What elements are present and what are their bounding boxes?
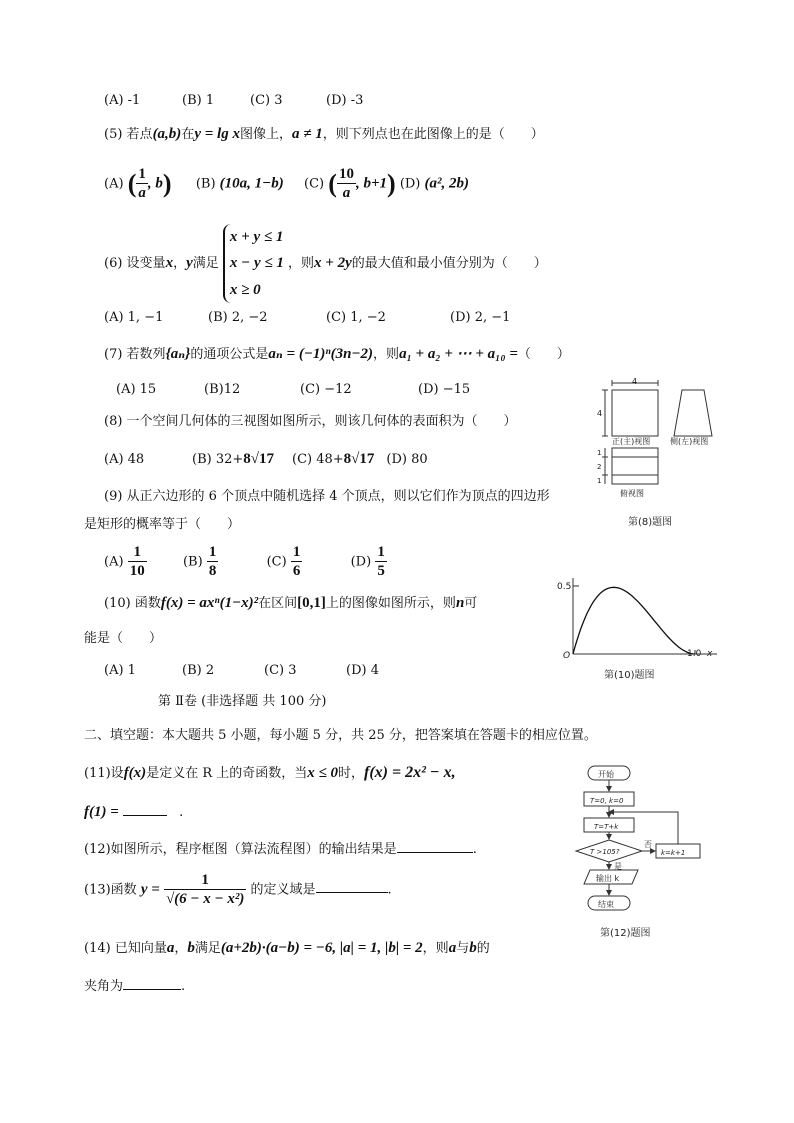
q10-x-var: x	[707, 649, 713, 659]
q5-option-c-label: (C)	[304, 176, 325, 192]
q8-three-view-figure	[596, 378, 736, 508]
q5-option-a-rest: , b	[147, 175, 163, 192]
q5-option-d-value: (a², 2b)	[424, 175, 470, 192]
q14-var-b: b	[187, 940, 195, 956]
q4-option-c: (C) 3	[250, 93, 283, 108]
q6-var-x: x	[165, 254, 174, 271]
q14-text: 夹角为	[84, 979, 124, 994]
q7-option-a: (A) 15	[116, 382, 157, 397]
q5-stem	[104, 125, 544, 143]
q8-front-label: 正(主)视图	[612, 437, 651, 446]
q14-line2	[84, 977, 185, 995]
q10-options	[104, 663, 379, 679]
q8-top-label: 俯视图	[620, 489, 644, 498]
q8-options	[104, 450, 428, 468]
q6-option-a: (A) 1, −1	[104, 310, 164, 325]
q6-text: ，	[173, 255, 187, 271]
q10-text: (10) 函数	[104, 596, 161, 611]
q6-option-c: (C) 1, −2	[326, 310, 386, 325]
q6-option-d: (D) 2, −1	[450, 310, 511, 325]
q13-end: .	[387, 882, 392, 898]
part2-title: 第 Ⅱ卷 (非选择题 共 100 分)	[158, 694, 327, 709]
q10-function-graph	[555, 574, 725, 660]
q11-stem	[84, 763, 456, 782]
q9-option-a-label: (A)	[104, 554, 124, 570]
q5-point: (a,b)	[152, 126, 182, 142]
q10-option-a: (A) 1	[104, 663, 136, 678]
q12-end: .	[472, 842, 477, 857]
q4-option-d: (D) -3	[326, 93, 364, 108]
q6-options	[104, 310, 510, 326]
q10-option-d: (D) 4	[346, 663, 379, 678]
q9-option-d-label: (D)	[350, 554, 372, 570]
q4-option-b: (B) 1	[182, 93, 215, 108]
q13-fraction: $\frac{1}{\text{√(6 − x − x²)}}$	[165, 872, 245, 907]
q6-constraint-2: x − y ≤ 1	[229, 255, 284, 272]
q10-text: 上的图像如图所示，则	[325, 596, 456, 611]
q7-options	[116, 382, 470, 398]
q7-text: 的通项公式是	[190, 347, 269, 362]
q9-option-c-label: (C)	[266, 554, 287, 570]
q7-stem	[104, 345, 570, 363]
q12-yes-label: 是	[614, 862, 622, 871]
q8-option-c-radical: 8√17	[343, 451, 375, 467]
q5-option-c-rest: , b+1	[355, 175, 387, 192]
q5-text: 图像上，	[239, 127, 292, 142]
q12-update-label: T=T+k	[594, 823, 619, 831]
q6-constraint-1: x + y ≤ 1	[229, 229, 284, 245]
q11-answer-blank[interactable]	[123, 803, 167, 816]
q6-text: ，则	[288, 255, 315, 271]
q8-option-c: (C) 48+	[292, 452, 344, 467]
q8-top-view	[612, 448, 658, 484]
q10-text: 可	[464, 596, 478, 611]
q5-option-b-label: (B)	[195, 176, 216, 192]
q14-var-a: a	[448, 940, 457, 956]
q14-var-a: a	[166, 940, 175, 956]
q9-option-b-label: (B)	[182, 554, 203, 570]
q6-option-b: (B) 2, −2	[208, 310, 268, 325]
q10-y-tick-label: 0.5	[557, 582, 572, 592]
q10-line2: 能是（ ）	[84, 631, 163, 646]
q7-sequence: {aₙ}	[165, 346, 191, 362]
q10-curve	[573, 587, 695, 654]
q14-text: ，	[174, 941, 188, 956]
q12-condition-label: T >105?	[590, 848, 620, 856]
q12-stem	[84, 840, 477, 858]
q14-stem	[84, 939, 490, 957]
q11-text: 是定义在 R 上的奇函数，当	[146, 766, 308, 781]
q6-text: 的最大值和最小值分别为（ ）	[351, 255, 547, 271]
q14-end: .	[181, 979, 186, 994]
q8-stem: (8) 一个空间几何体的三视图如图所示，则该几何体的表面积为（ ）	[104, 414, 517, 429]
q14-text: 的	[476, 941, 490, 956]
q7-text: （ ）	[517, 347, 570, 362]
q5-option-d-label: (D)	[399, 176, 421, 192]
q10-stem	[104, 594, 477, 612]
q14-text: 满足	[194, 941, 221, 956]
q5-options: (A) ( $\frac{1}{a}$ , b) (B) (10a, 1−b) (C) ( $\frac{10}{a}$ , b+1) (D) (a², 2b)	[104, 166, 470, 201]
q14-text: ，则	[422, 941, 449, 956]
q11-fx: f(x)	[123, 765, 147, 781]
q8-option-b-radical: 8√17	[243, 451, 274, 467]
q13-answer-blank[interactable]	[316, 880, 388, 893]
q10-origin: O	[563, 651, 571, 660]
q8-dim-left: 4	[597, 409, 603, 418]
q9-option-b-fraction: $\frac{1}{8}$	[208, 544, 217, 579]
q12-init-label: T=0, k=0	[590, 797, 624, 805]
q5-function: y = lg x	[194, 126, 240, 142]
q11-condition: x ≤ 0	[307, 765, 338, 781]
q11-f1: f(1) =	[84, 804, 119, 820]
q5-option-b-value: (10a, 1−b)	[219, 175, 284, 192]
q8-dim-top: 4	[632, 378, 638, 386]
q8-caption: 第(8)题图	[628, 517, 673, 528]
q12-text: (12)如图所示，程序框图（算法流程图）的输出结果是	[84, 842, 397, 857]
q7-option-d: (D) −15	[418, 382, 471, 397]
q8-front-view	[612, 390, 658, 436]
q4-options	[104, 93, 363, 109]
q5-option-c-fraction: $\frac{10}{a}$	[338, 166, 354, 201]
q5-text: (5) 若点	[104, 127, 153, 142]
q7-text: (7) 若数列	[104, 347, 166, 362]
q12-increment-label: k=k+1	[661, 849, 686, 857]
q6-text: (6) 设变量	[104, 255, 166, 271]
q6-stem	[104, 224, 547, 303]
q7-sum: a₁ + a₂ + ⋯ + a₁₀ =	[399, 346, 518, 362]
q8-dim-t3: 1	[597, 477, 602, 485]
q14-text: (14) 已知向量	[84, 941, 167, 956]
q6-constraint-system	[223, 224, 284, 303]
q14-var-b: b	[469, 940, 477, 956]
q10-option-c: (C) 3	[264, 663, 297, 678]
q4-option-a: (A) -1	[104, 93, 141, 108]
q8-option-a: (A) 48	[104, 452, 145, 467]
q7-option-b: (B)12	[204, 382, 241, 397]
q14-answer-blank[interactable]	[123, 977, 181, 990]
q9-option-d-fraction: $\frac{1}{5}$	[377, 544, 385, 579]
q6-constraint-3: x ≥ 0	[229, 281, 261, 298]
q10-x-tick-label: 1.0	[687, 649, 702, 659]
q10-function: f(x) = axⁿ(1−x)²	[160, 595, 259, 611]
q7-text: ，则	[373, 347, 400, 362]
q14-text: 与	[456, 941, 470, 956]
q8-dim-t1: 1	[597, 449, 602, 457]
q13-lhs: y =	[140, 881, 160, 898]
q14-condition: (a+2b)·(a−b) = −6, |a| = 1, |b| = 2	[220, 940, 423, 956]
q5-option-a-label: (A)	[104, 176, 124, 192]
q12-end-label: 结束	[598, 900, 614, 909]
q11-end: .	[179, 805, 184, 820]
q5-option-a-fraction: $\frac{1}{a}$	[138, 166, 146, 201]
q11-text: 时，	[337, 766, 364, 781]
q11-text: (11)设	[84, 766, 124, 781]
q9-options	[104, 544, 387, 580]
q9-option-a-fraction: $\frac{1}{10}$	[129, 544, 145, 579]
q6-text: 满足	[192, 255, 219, 271]
q12-answer-blank[interactable]	[397, 840, 473, 853]
q12-start-label: 开始	[598, 770, 614, 779]
q6-objective: x + 2y	[314, 254, 352, 271]
q9-option-c-fraction: $\frac{1}{6}$	[292, 544, 301, 579]
q11-formula: f(x) = 2x² − x,	[364, 764, 456, 781]
q5-text: ，则下列点也在此图像上的是（ ）	[322, 127, 544, 142]
q7-option-c: (C) −12	[300, 382, 352, 397]
q12-output-label: 输出 k	[596, 874, 620, 883]
q13-text: (13)函数	[84, 882, 137, 898]
q8-dim-t2: 2	[597, 463, 602, 471]
q10-interval: [0,1]	[297, 595, 326, 611]
q12-flowchart	[570, 764, 720, 914]
q10-caption: 第(10)题图	[604, 670, 655, 681]
q13-text: 的定义域是	[250, 882, 316, 898]
q10-text: 在区间	[258, 596, 298, 611]
q7-formula: aₙ = (−1)ⁿ(3n−2)	[268, 346, 374, 362]
q12-caption: 第(12)题图	[600, 928, 651, 939]
section2-title: 二、填空题：本大题共 5 小题，每小题 5 分，共 25 分，把答案填在答题卡的相应位置。	[84, 728, 597, 743]
q6-var-y: y	[186, 254, 193, 271]
q9-line2: 是矩形的概率等于（ ）	[84, 517, 241, 532]
q13-stem	[84, 872, 392, 908]
q5-text: 在	[181, 127, 195, 142]
q12-no-label: 否	[644, 840, 652, 849]
q11-line2	[84, 803, 183, 821]
q9-line1: (9) 从正六边形的 6 个顶点中随机选择 4 个顶点，则以它们作为顶点的四边形	[104, 489, 550, 504]
q8-option-b: (B) 32+	[192, 452, 244, 467]
q10-option-b: (B) 2	[182, 663, 215, 678]
q10-var-n: n	[455, 595, 465, 611]
q8-side-label: 侧(左)视图	[670, 437, 709, 446]
q8-side-view	[674, 390, 712, 436]
q8-option-d: (D) 80	[386, 452, 428, 467]
q5-condition: a ≠ 1	[291, 126, 323, 142]
